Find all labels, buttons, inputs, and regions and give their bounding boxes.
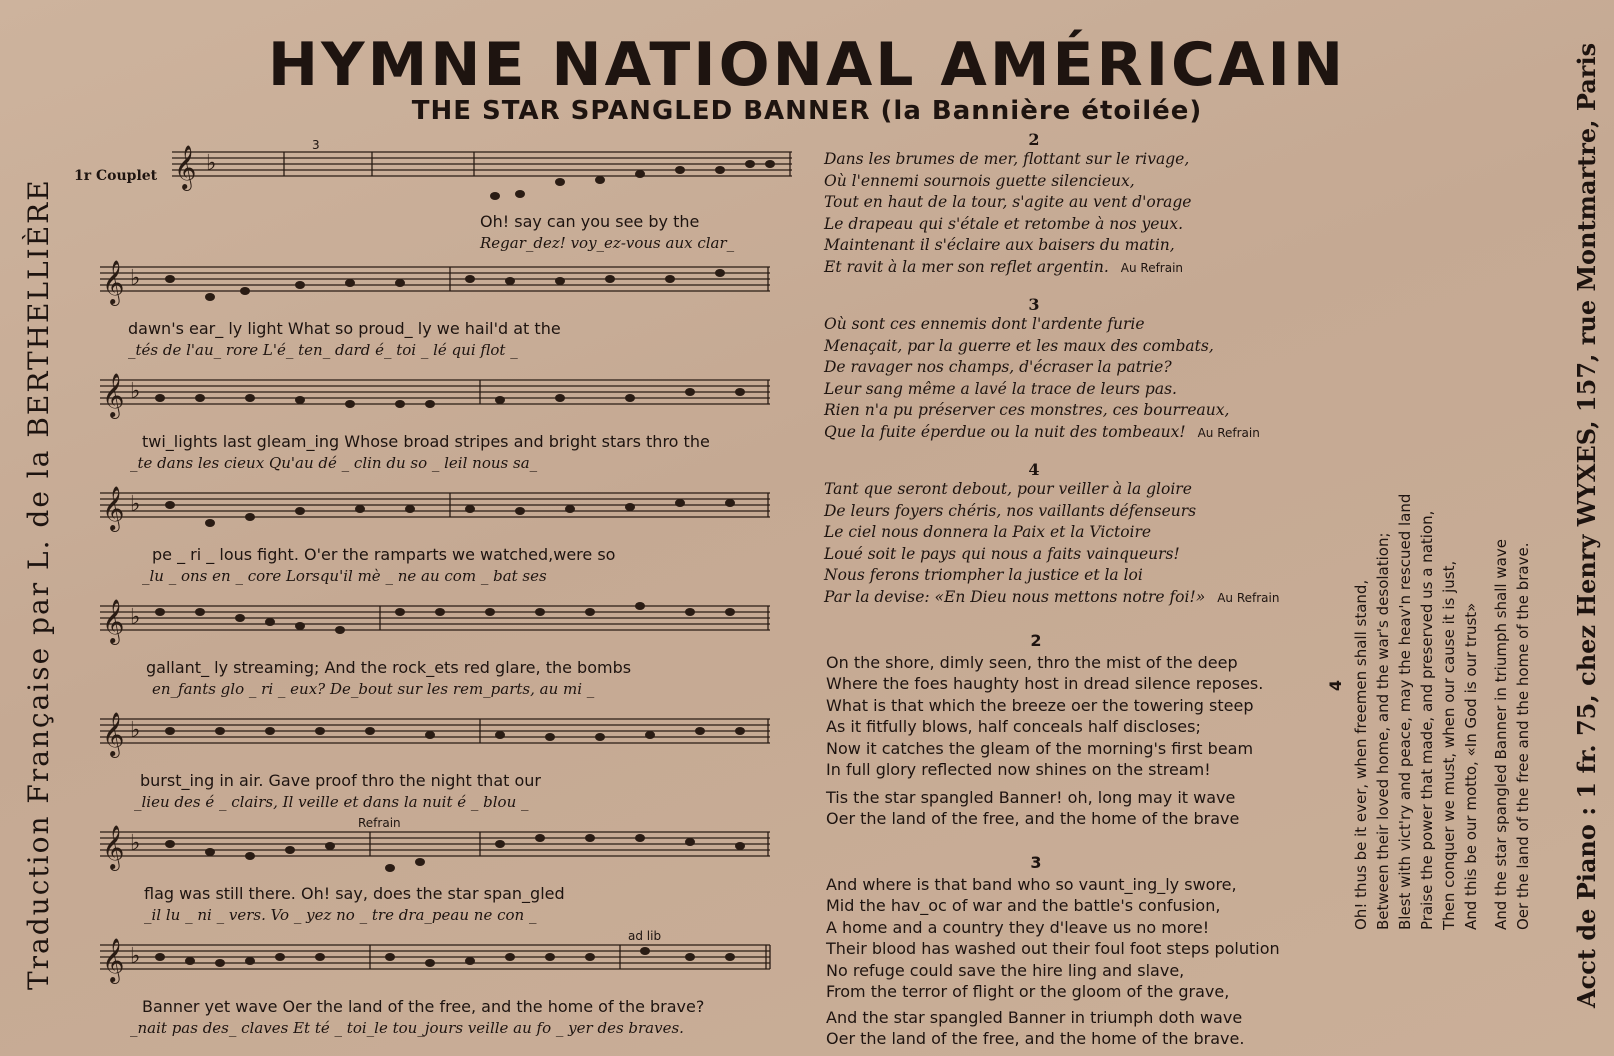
verse-line: Nous ferons triompher la justice et la loi — [824, 566, 1143, 584]
chorus-line: And the star spangled Banner in triumph shall wave — [1492, 539, 1510, 930]
verse-line: Now it catches the gleam of the morning's first beam — [826, 738, 1254, 758]
couplet-label: 1r Couplet — [74, 168, 158, 184]
music-system — [100, 818, 800, 931]
verse-line — [824, 422, 1344, 445]
verse-line — [824, 587, 1344, 610]
svg-text:𝄞: 𝄞 — [102, 712, 125, 756]
page-subtitle: THE STAR SPANGLED BANNER (la Bannière étoilée) — [411, 96, 1203, 126]
music-system — [100, 366, 800, 479]
svg-text:♭: ♭ — [130, 379, 141, 404]
french-lyrics: _lu _ ons en _ core Lorsqu'il mè _ ne au com _ bat ses — [142, 567, 547, 585]
page-title: HYMNE NATIONAL AMÉRICAIN — [267, 30, 1347, 100]
verse-line: De leurs foyers chéris, nos vaillants défenseurs — [824, 501, 1197, 520]
verse-number: 3 — [1028, 295, 1040, 314]
english-lyrics: flag was still there. Oh! say, does the star span_gled — [144, 884, 565, 903]
verse-line: Où sont ces ennemis dont l'ardente furie — [824, 315, 1145, 333]
svg-text:𝄞: 𝄞 — [174, 145, 197, 189]
verse-number: 3 — [1030, 853, 1042, 872]
verse-line: And where is that band who so vaunt_ing_ly swore, — [826, 874, 1237, 894]
svg-text:𝄞: 𝄞 — [102, 486, 125, 530]
verse-line: Maintenant il s'éclaire aux baisers du matin, — [824, 236, 1175, 254]
verse-line: Leur sang même a lavé la trace de leurs pas. — [824, 379, 1177, 398]
verse-line: No refuge could save the hire ling and slave, — [826, 960, 1185, 980]
verse-line-text: Et ravit à la mer son reflet argentin. — [824, 257, 1109, 276]
verse-line: Blest with vict'ry and peace, may the heav'n rescued land — [1396, 493, 1414, 930]
verse-line: Le drapeau qui s'étale et retombe à nos yeux. — [824, 214, 1184, 233]
ad-lib-mark: ad lib — [628, 929, 662, 943]
music-staff — [100, 366, 800, 436]
verse-line: Between their loved home, and the war's desolation; — [1374, 532, 1392, 930]
music-staff — [100, 705, 800, 775]
verse-line: And this be our motto, «In God is our trust» — [1462, 602, 1480, 930]
music-system — [100, 931, 800, 1044]
music-staff — [100, 931, 800, 1001]
verse-line: What is that which the breeze oer the towering steep — [826, 695, 1254, 715]
svg-text:𝄞: 𝄞 — [102, 373, 125, 417]
verse-line: Rien n'a pu préserver ces monstres, ces bourreaux, — [824, 401, 1230, 419]
refrain-mark: Refrain — [358, 816, 401, 830]
svg-text:♭: ♭ — [130, 944, 141, 969]
english-lyrics: Banner yet wave Oer the land of the free, and the home of the brave? — [142, 997, 705, 1016]
verse-number-4: 4 — [1326, 679, 1346, 692]
verse-line: Dans les brumes de mer, flottant sur le rivage, — [824, 150, 1190, 168]
svg-text:♭: ♭ — [130, 831, 141, 856]
verse-number: 2 — [1028, 130, 1040, 149]
verse-line: In full glory reflected now shines on the stream! — [826, 760, 1211, 779]
svg-text:♭: ♭ — [130, 266, 141, 291]
verse-line: From the terror of flight or the gloom of the grave, — [826, 982, 1230, 1001]
english-lyrics: gallant_ ly streaming; And the rock_ets red glare, the bombs — [146, 658, 632, 677]
verse-line: Loué soit le pays qui nous a faits vainqueurs! — [824, 544, 1180, 563]
verse-line: Menaçait, par la guerre et les maux des combats, — [824, 336, 1214, 355]
verse-line: Praise the power that made, and preserved us a nation, — [1418, 510, 1436, 930]
verse-line: Où l'ennemi sournois guette silencieux, — [824, 171, 1135, 190]
svg-text:♭: ♭ — [130, 605, 141, 630]
publisher-credit: Acct de Piano : 1 fr. 75, chez Henry WYXES, 157, rue Montmartre, Paris — [1572, 42, 1601, 1008]
verse-line — [824, 257, 1344, 280]
french-lyrics: _te dans les cieux Qu'au dé _ clin du so _ leil nous sa_ — [130, 454, 538, 472]
svg-text:♭: ♭ — [206, 151, 217, 176]
verse-line: De ravager nos champs, d'écraser la patrie? — [824, 358, 1172, 376]
english-lyrics: Oh! say can you see by the — [480, 212, 700, 231]
music-system — [100, 705, 800, 818]
french-lyrics: _nait pas des_ claves Et té _ toi_le tou_jours veille au fo _ yer des braves. — [130, 1019, 684, 1037]
refrain-tag: Au Refrain — [1120, 260, 1184, 275]
refrain-tag: Au Refrain — [1197, 425, 1260, 440]
french-verse — [824, 130, 1344, 279]
english-lyrics: burst_ing in air. Gave proof thro the night that our — [140, 771, 541, 790]
english-lyrics: twi_lights last gleam_ing Whose broad stripes and bright stars thro the — [142, 432, 710, 451]
english-lyrics: pe _ ri _ lous fight. O'er the ramparts we watched,were so — [152, 545, 616, 564]
french-verses — [824, 130, 1344, 609]
french-lyrics: Regar_dez! voy_ez-vous aux clar_ — [480, 234, 735, 252]
music-staff — [100, 592, 800, 662]
music-staff — [100, 479, 800, 549]
verse-line: Their blood has washed out their foul foot steps polution — [826, 939, 1280, 958]
verse-line-text: Par la devise: «En Dieu nous mettons notre foi!» — [824, 587, 1206, 606]
chorus-line: Oer the land of the free, and the home of the brave. — [826, 1029, 1245, 1048]
chorus-line: Oer the land of the free and the home of the brave. — [1514, 542, 1532, 930]
french-lyrics: _il lu _ ni _ vers. Vo _ yez no _ tre dra_peau ne con _ — [144, 906, 537, 924]
verse-line: On the shore, dimly seen, thro the mist of the deep — [826, 652, 1238, 672]
verse-number: 2 — [1030, 631, 1042, 650]
english-verse — [826, 852, 1366, 1050]
music-staff — [100, 140, 800, 210]
french-lyrics: _tés de l'au_ rore L'é_ ten_ dard é_ toi _ lé qui flot _ — [128, 341, 518, 359]
translator-credit: Traduction Française par L. de la BERTHELLIÈRE — [22, 178, 55, 990]
svg-text:𝄞: 𝄞 — [102, 825, 125, 869]
verse-line: Tout en haut de la tour, s'agite au vent d'orage — [824, 193, 1192, 211]
triplet-mark: 3 — [312, 138, 320, 152]
refrain-tag: Au Refrain — [1217, 590, 1280, 605]
svg-text:𝄞: 𝄞 — [102, 599, 125, 643]
music-score — [100, 140, 800, 1044]
verse-line: Then conquer we must, when our cause it is just, — [1440, 560, 1458, 930]
music-system — [100, 592, 800, 705]
verse-line: Oh! thus be it ever, when freemen shall stand, — [1352, 579, 1370, 930]
verse-line: Le ciel nous donnera la Paix et la Victoire — [824, 523, 1152, 541]
english-lyrics: dawn's ear_ ly light What so proud_ ly we hail'd at the — [128, 319, 561, 338]
verse-number: 4 — [1028, 460, 1040, 479]
verse-line: As it fitfully blows, half conceals half discloses; — [826, 717, 1201, 736]
verse-line: Mid the hav_oc of war and the battle's confusion, — [826, 896, 1221, 915]
chorus-line: Tis the star spangled Banner! oh, long may it wave — [826, 787, 1236, 807]
svg-text:♭: ♭ — [130, 718, 141, 743]
verse-line-text: Que la fuite éperdue ou la nuit des tombeaux! — [824, 422, 1186, 441]
chorus-line: And the star spangled Banner in triumph doth wave — [826, 1007, 1243, 1027]
chorus-line: Oer the land of the free, and the home of the brave — [826, 809, 1240, 828]
french-lyrics: en_fants glo _ ri _ eux? De_bout sur les rem_parts, au mi _ — [152, 680, 595, 698]
svg-text:𝄞: 𝄞 — [102, 260, 125, 304]
music-system — [100, 253, 800, 366]
music-staff — [100, 253, 800, 323]
english-verse-4 — [1350, 494, 1482, 930]
french-verse — [824, 295, 1344, 444]
verse-line: Tant que seront debout, pour veiller à la gloire — [824, 480, 1192, 498]
english-verse — [826, 630, 1366, 830]
verse-line: A home and a country they d'leave us no more! — [826, 917, 1210, 937]
english-verse-4-chorus — [1490, 539, 1534, 930]
svg-text:♭: ♭ — [130, 492, 141, 517]
french-verse — [824, 460, 1344, 609]
french-lyrics: _lieu des é _ clairs, Il veille et dans la nuit é _ blou _ — [134, 793, 529, 811]
music-staff — [100, 818, 800, 888]
music-system — [100, 479, 800, 592]
music-system — [100, 140, 800, 253]
verse-line: Where the foes haughty host in dread silence reposes. — [826, 674, 1264, 693]
svg-text:𝄞: 𝄞 — [102, 938, 125, 982]
